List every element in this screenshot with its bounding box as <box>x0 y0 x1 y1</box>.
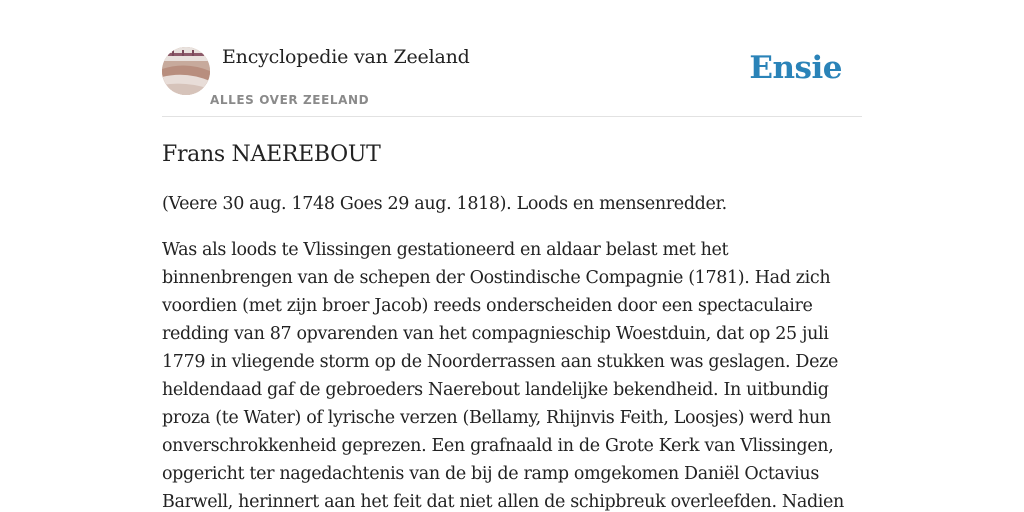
body-line: voordien (met zijn broer Jacob) reeds onderscheiden door een spectaculaire <box>162 296 813 316</box>
body-line: onverschrokkenheid geprezen. Een grafnaald in de Grote Kerk van Vlissingen, <box>162 436 834 456</box>
body-line: heldendaad gaf de gebroeders Naerebout landelijke bekendheid. In uitbundig <box>162 380 829 400</box>
body-line: Was als loods te Vlissingen gestationeerd en aldaar belast met het <box>162 240 729 260</box>
article <box>162 138 862 512</box>
article-lead: (Veere 30 aug. 1748 Goes 29 aug. 1818). Loods en mensenredder. <box>162 194 727 214</box>
body-line: Barwell, herinnert aan het feit dat niet allen de schipbreuk overleefden. Nadien <box>162 492 844 512</box>
ensie-logo-link[interactable]: Ensie <box>749 50 842 86</box>
body-line: binnenbrengen van de schepen der Oostindische Compagnie (1781). Had zich <box>162 268 831 288</box>
body-line: opgericht ter nagedachtenis van de bij de ramp omgekomen Daniël Octavius <box>162 464 819 484</box>
site-title[interactable]: Encyclopedie van Zeeland <box>222 46 470 68</box>
body-line: proza (te Water) of lyrische verzen (Bellamy, Rhijnvis Feith, Loosjes) werd hun <box>162 408 831 428</box>
site-thumbnail-icon[interactable] <box>162 47 210 95</box>
site-subtitle: ALLES OVER ZEELAND <box>210 93 370 107</box>
article-body <box>162 236 862 512</box>
body-line: redding van 87 opvarenden van het compagnieschip Woestduin, dat op 25 juli <box>162 324 829 344</box>
article-title: Frans NAEREBOUT <box>162 142 381 167</box>
site-header <box>162 40 862 117</box>
body-line: 1779 in vliegende storm op de Noorderrassen aan stukken was geslagen. Deze <box>162 352 838 372</box>
